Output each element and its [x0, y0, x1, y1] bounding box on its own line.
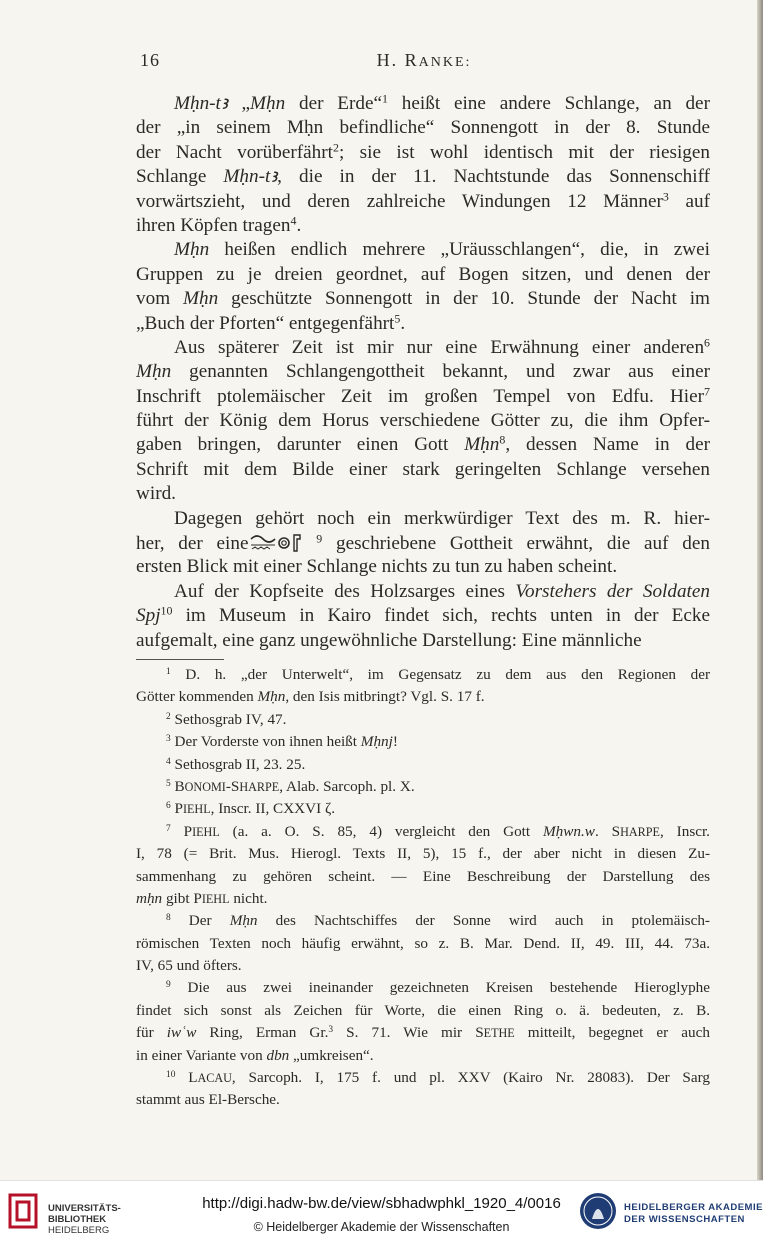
- paragraph-5-line-1: Auf der Kopfseite des Holzsarges eines Vorstehers der Soldaten: [174, 580, 710, 602]
- footnote-4-line-1: $^4$ Sethosgrab II, 23. 25.: [166, 755, 306, 773]
- academy-logo[interactable]: [578, 1191, 763, 1233]
- academy-name-line2: DER WISSENSCHAFTEN: [624, 1214, 745, 1225]
- footnote-separator: [136, 659, 224, 660]
- paragraph-5-line-3: aufgemalt, eine ganz ungewöhnliche Darstellung: Eine männliche: [136, 629, 642, 651]
- library-name-line1: UNIVERSITÄTS-: [48, 1203, 121, 1214]
- copyright-notice: © Heidelberger Akademie der Wissenschaften: [253, 1220, 510, 1234]
- academy-seal-icon: [578, 1191, 618, 1231]
- permalink-url[interactable]: http://digi.hadw-bw.de/view/sbhadwphkl_1920_4/0016: [202, 1195, 561, 1212]
- paragraph-1-line-3: der Nacht vorüberfährt$^2$; sie ist wohl identisch mit der riesigen: [136, 140, 710, 163]
- paragraph-5-line-2: Spj$^{10}$ im Museum in Kairo findet sich, rechts unten in der Ecke: [136, 604, 710, 627]
- paragraph-1-line-4: Schlange Mḥn-tꜣ, die in der 11. Nachtstunde das Sonnenschiff: [136, 166, 710, 188]
- paragraph-3-line-6: Schrift mit dem Bilde einer stark geringelten Schlange versehen: [136, 458, 710, 480]
- footnote-7-line-2: I, 78 (= Brit. Mus. Hierogl. Texts II, 5), 15 f., der aber nicht in diesen Zu-: [136, 845, 710, 863]
- footnote-9-line-3: für iwʿw Ring, Erman Gr.$^3$ S. 71. Wie mir SETHE mitteilt, begegnet er auch: [136, 1024, 710, 1042]
- paragraph-2-line-3: vom Mḥn geschützte Sonnengott in der 10. Stunde der Nacht im: [136, 288, 710, 310]
- paragraph-4-line-2: her, der eine $^9$ geschriebene Gottheit erwähnt, die auf den: [136, 531, 710, 555]
- paragraph-3-line-7: wird.: [136, 483, 176, 505]
- footnote-8-line-2: römischen Texten noch häufig erwähnt, so z. B. Mar. Dend. II, 49. III, 44. 73a.: [136, 934, 710, 952]
- paragraph-3-line-3: Inschrift ptolemäischer Zeit im großen Tempel von Edfu. Hier$^7$: [136, 384, 710, 407]
- footnote-9-line-4: in einer Variante von dbn „umkreisen“.: [136, 1046, 374, 1064]
- viewer-footer: [0, 1180, 763, 1242]
- footnote-2-line-1: $^2$ Sethosgrab IV, 47.: [166, 710, 287, 728]
- footnote-5-line-1: $^5$ BONOMI-SHARPE, Alab. Sarcoph. pl. X.: [166, 777, 415, 795]
- paragraph-3-line-5: gaben bringen, darunter einen Gott Mḥn$^8$, dessen Name in der: [136, 433, 710, 456]
- library-name-line2: BIBLIOTHEK: [48, 1214, 107, 1225]
- page-edge-shadow: [757, 0, 763, 1180]
- footnotes: [136, 664, 710, 1112]
- page-number: 16: [140, 50, 160, 70]
- footnote-1-line-2: Götter kommenden Mḥn, den Isis mitbringt? Vgl. S. 17 f.: [136, 688, 485, 706]
- paragraph-2-line-2: Gruppen zu je dreien geordnet, auf Bogen sitzen, und denen der: [136, 263, 710, 285]
- footnote-7-line-1: $^7$ PIEHL (a. a. O. S. 85, 4) vergleicht den Gott Mḥwn.w. SHARPE, Inscr.: [166, 822, 710, 840]
- footnote-8-line-3: IV, 65 und öfters.: [136, 957, 242, 975]
- paragraph-4-line-1: Dagegen gehört noch ein merkwürdiger Text des m. R. hier-: [174, 507, 710, 529]
- footnote-7-line-4: mḥn gibt PIEHL nicht.: [136, 889, 268, 907]
- footnote-3-line-1: $^3$ Der Vorderste von ihnen heißt Mḥnj!: [166, 733, 398, 751]
- footnote-7-line-3: sammenhang zu gehören scheint. — Eine Beschreibung der Darstellung des: [136, 867, 710, 885]
- paragraph-1-line-5: vorwärtszieht, und deren zahlreiche Windungen 12 Männer$^3$ auf: [136, 189, 710, 212]
- paragraph-3-line-4: führt der König dem Horus verschiedene Götter zu, die ihm Opfer-: [136, 410, 710, 432]
- paragraph-3-line-1: Aus späterer Zeit ist mir nur eine Erwähnung einer anderen$^6$: [174, 335, 710, 358]
- footnote-9-line-1: $^9$ Die aus zwei ineinander gezeichneten Kreisen bestehende Hieroglyphe: [166, 979, 710, 997]
- footnote-1-line-1: $^1$ D. h. „der Unterwelt“, im Gegensatz zu dem aus den Regionen der: [166, 666, 710, 683]
- footnote-9-line-2: findet sich sonst als Zeichen für Worte, die einen Ring o. ä. bedeuten, z. B.: [136, 1001, 710, 1019]
- paragraph-1-line-2: der „in seinem Mḥn befindliche“ Sonnengott in der 8. Stunde: [136, 117, 710, 139]
- footnote-10-line-2: stammt aus El-Bersche.: [136, 1091, 280, 1109]
- paragraph-1-line-6: ihren Köpfen tragen$^4$.: [136, 213, 302, 236]
- body-text: [136, 92, 710, 653]
- paragraph-2-line-4: „Buch der Pforten“ entgegenfährt$^5$.: [136, 311, 406, 334]
- paragraph-1-line-1: Mḥn-tꜣ „Mḥn der Erde“$^1$ heißt eine andere Schlange, an der: [174, 92, 710, 114]
- footnote-6-line-1: $^6$ PIEHL, Inscr. II, CXXVI ζ.: [166, 800, 336, 818]
- hieroglyph-group-icon: [249, 531, 303, 553]
- footnote-10-line-1: $^{10}$ LACAU, Sarcoph. I, 175 f. und pl. XXV (Kairo Nr. 28083). Der Sarg: [166, 1069, 710, 1087]
- paragraph-3-line-2: Mḥn genannten Schlangengottheit bekannt, und zwar aus einer: [136, 361, 710, 383]
- library-name-line3: HEIDELBERG: [48, 1225, 110, 1236]
- academy-name-line1: HEIDELBERGER AKADEMIE: [624, 1202, 763, 1213]
- footnote-8-line-1: $^8$ Der Mḥn des Nachtschiffes der Sonne wird auch in ptolemäisch-: [166, 912, 710, 930]
- running-title: H. RANKE:: [376, 50, 472, 70]
- running-header: [140, 50, 708, 74]
- paragraph-2-line-1: Mḥn heißen endlich mehrere „Uräusschlangen“, die, in zwei: [174, 239, 710, 261]
- paragraph-4-line-3: ersten Blick mit einer Schlange nichts zu tun zu haben scheint.: [136, 556, 618, 578]
